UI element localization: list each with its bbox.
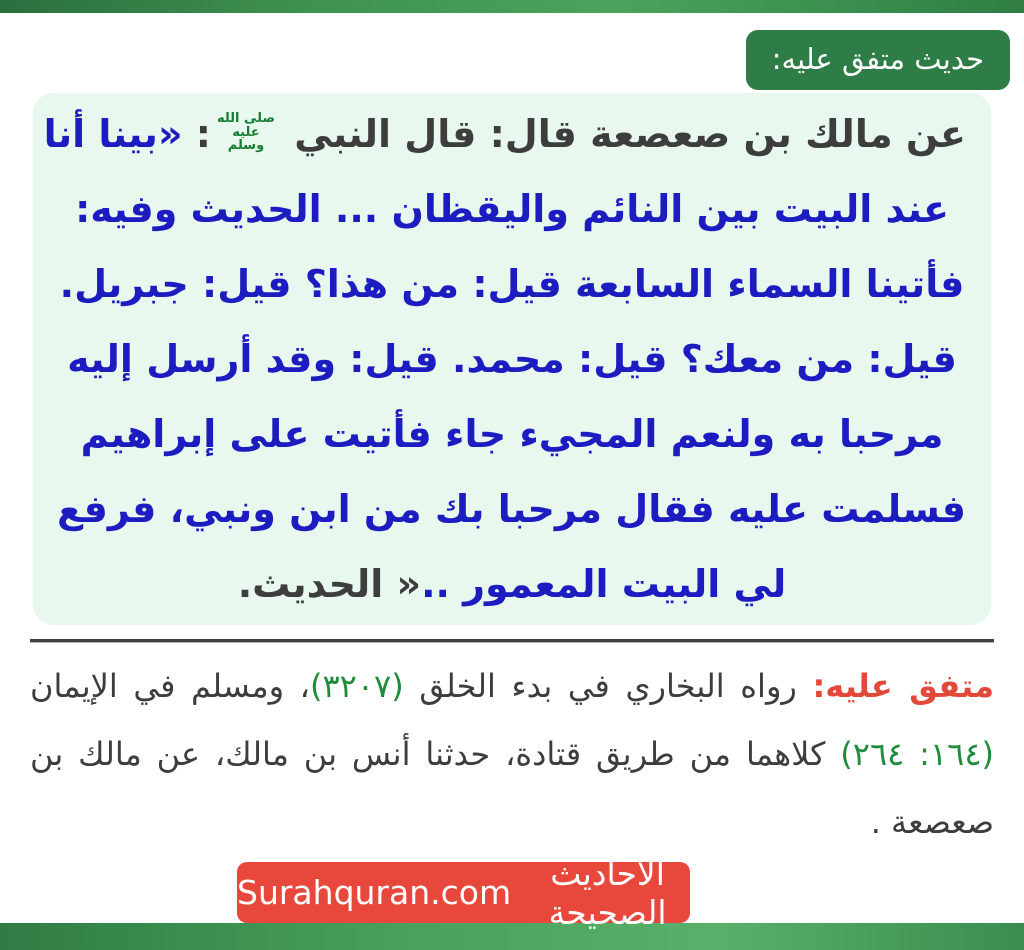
- hadith-text: فسلمت عليه فقال مرحبا بك من ابن ونبي، فرفع: [57, 487, 966, 531]
- top-decor-bar: [0, 0, 1024, 13]
- narrator-text: عن مالك بن صعصعة قال: قال النبي: [281, 112, 966, 156]
- hadith-type-label: حديث متفق عليه:: [746, 30, 1010, 90]
- colon-text: :: [182, 112, 211, 156]
- hadith-line-5: [58, 397, 966, 472]
- hadith-text: فأتينا السماء السابعة قيل: من هذا؟ قيل: جبريل.: [59, 262, 965, 306]
- takhrij-paragraph: [30, 652, 994, 856]
- hadith-text: عند البيت بين النائم واليقظان ... الحديث وفيه:: [75, 187, 949, 231]
- header-row: [0, 30, 1010, 90]
- hadith-line-3: [58, 247, 966, 322]
- hadith-line-1: [43, 97, 966, 172]
- muslim-number: (١٦٤: ٢٦٤): [840, 735, 995, 773]
- source-button-site-name: Surahquran.com: [237, 873, 512, 912]
- hadith-quote-start: «بينا أنا: [43, 112, 183, 156]
- hadith-line-6: [58, 472, 966, 547]
- bottom-decor-bar: [0, 923, 1024, 950]
- hadith-text: قيل: من معك؟ قيل: محمد. قيل: وقد أرسل إليه: [67, 337, 957, 381]
- hadith-line-4: [58, 322, 966, 397]
- hadith-line-2: [58, 172, 966, 247]
- isnad-text: كلاهما من طريق قتادة، حدثنا أنس بن مالك، عن مالك بن صعصعة .: [30, 735, 994, 841]
- hadith-text: مرحبا به ولنعم المجيء جاء فأتيت على إبراهيم: [80, 412, 944, 456]
- divider-line: [30, 639, 994, 643]
- muttafaq-alayh-label: متفق عليه:: [812, 667, 995, 705]
- muslim-reference-text: ، ومسلم في الإيمان: [30, 667, 310, 705]
- hadith-text-box: [33, 93, 991, 625]
- bukhari-reference-text: رواه البخاري في بدء الخلق: [403, 667, 813, 705]
- sws-line-2: عليه: [232, 124, 260, 140]
- sws-line-1: صلى الله: [216, 111, 276, 127]
- sallallahu-calligraphy-icon: [217, 112, 275, 153]
- source-site-button[interactable]: [237, 853, 690, 932]
- hadith-closing-text: « الحديث.: [237, 562, 422, 606]
- hadith-quote-end: لي البيت المعمور ..: [421, 562, 787, 606]
- source-button-arabic-label: الأحاديث الصحيحة: [548, 853, 667, 932]
- bukhari-number: (٣٢٠٧): [309, 667, 404, 705]
- sws-line-3: وسلم: [227, 138, 265, 154]
- hadith-line-7: [58, 547, 966, 622]
